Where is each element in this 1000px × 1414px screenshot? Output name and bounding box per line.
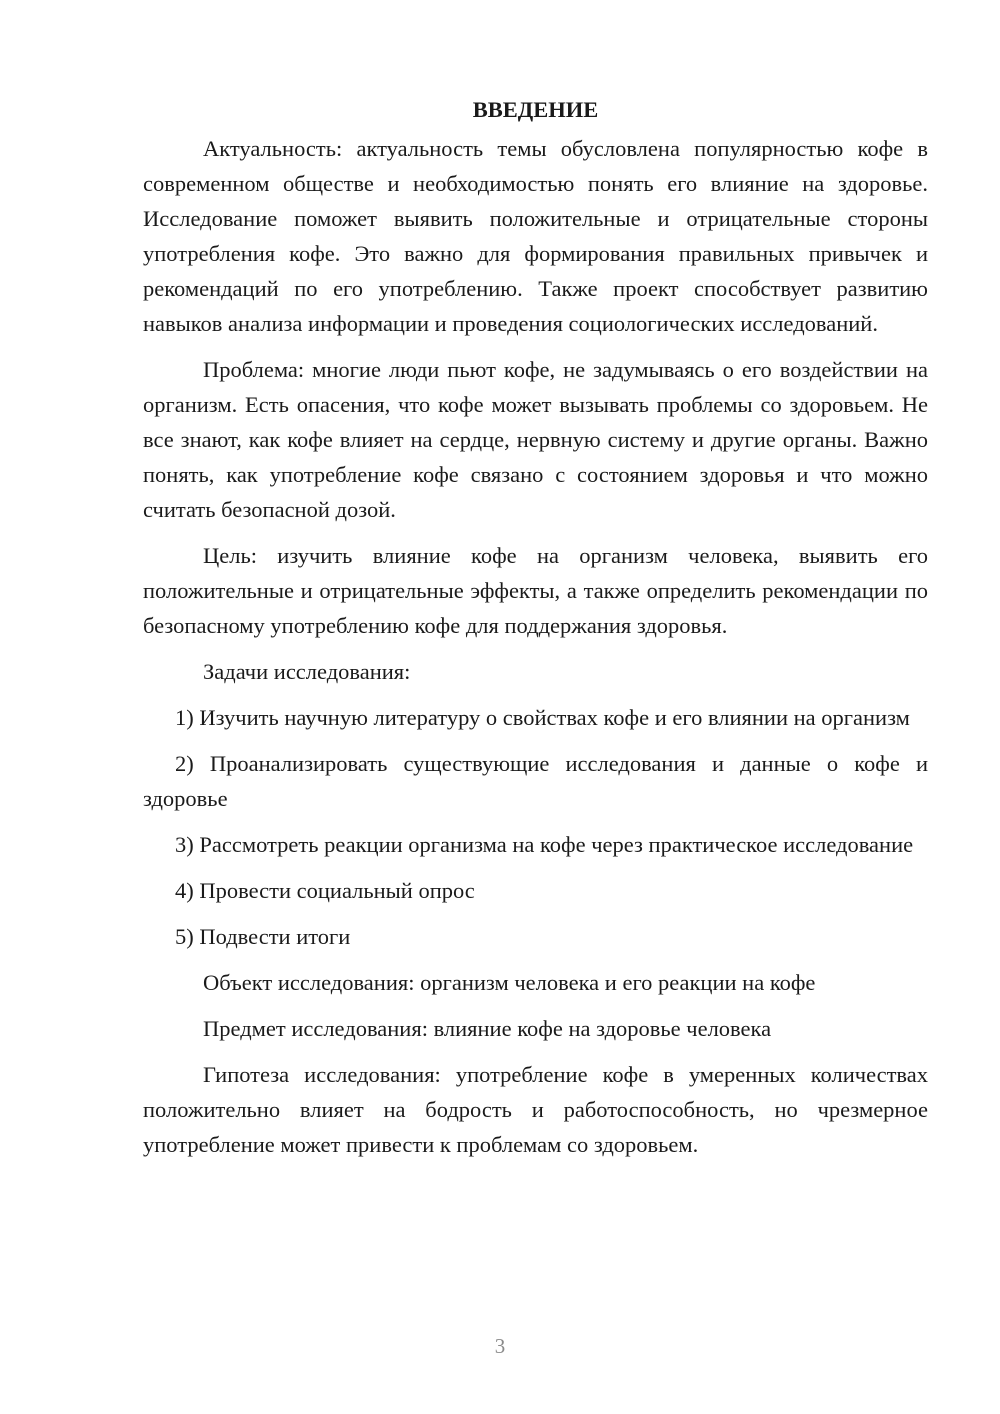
research-hypothesis: Гипотеза исследования: употребление кофе в умеренных количествах положительно влияет на бодрость и работоспособность, но чрезмерное употребление может привести к проблемам со здоровьем.: [143, 1062, 928, 1157]
task-item-2: 2) Проанализировать существующие исследования и данные о кофе и здоровье: [143, 751, 928, 811]
page-number: 3: [494, 1334, 506, 1358]
problem-paragraph: Проблема: многие люди пьют кофе, не задумываясь о его воздействии на организм. Есть опасения, что кофе может вызывать проблемы со здоровьем. Не все знают, как кофе влияет на сердце, нервную систему и другие органы. Важно понять, как употребление кофе связано с состоянием здоровья и что можно считать безопасной дозой.: [143, 357, 928, 522]
tasks-title: Задачи исследования:: [203, 659, 411, 684]
task-item-4: 4) Провести социальный опрос: [175, 878, 475, 903]
research-subject: Предмет исследования: влияние кофе на здоровье человека: [203, 1016, 772, 1041]
task-item-3: 3) Рассмотреть реакции организма на кофе через практическое исследование: [175, 832, 914, 857]
relevance-paragraph: Актуальность: актуальность темы обусловлена популярностью кофе в современном обществе и необходимостью понять его влияние на здоровье. Исследование поможет выявить положительные и отрицательные стороны употребления кофе. Это важно для формирования правильных привычек и рекомендаций по его употреблению. Также проект способствует развитию навыков анализа информации и проведения социологических исследований.: [143, 136, 928, 336]
research-object: Объект исследования: организм человека и его реакции на кофе: [203, 970, 816, 995]
document-page: [143, 92, 928, 1162]
task-item-1: 1) Изучить научную литературу о свойствах кофе и его влиянии на организм: [175, 705, 910, 730]
task-item-5: 5) Подвести итоги: [175, 924, 351, 949]
goal-paragraph: Цель: изучить влияние кофе на организм человека, выявить его положительные и отрицательные эффекты, а также определить рекомендации по безопасному употреблению кофе для поддержания здоровья.: [143, 543, 928, 638]
section-heading: ВВЕДЕНИЕ: [472, 97, 599, 122]
